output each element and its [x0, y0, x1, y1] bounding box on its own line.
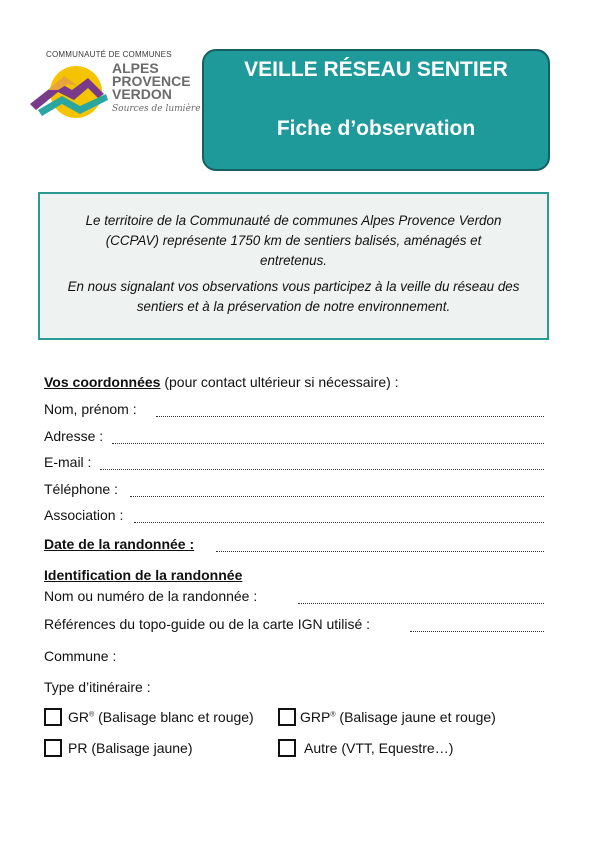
intro-box [38, 192, 549, 340]
other-checkbox[interactable] [278, 739, 296, 757]
title-box [202, 49, 550, 171]
logo-top-text: COMMUNAUTÉ DE COMMUNES [46, 50, 172, 59]
logo-mountain-icon [28, 60, 112, 122]
association-field[interactable] [134, 522, 544, 523]
gr-option-label: GR® (Balisage blanc et rouge) [68, 709, 254, 725]
logo [28, 50, 203, 120]
name-field[interactable] [156, 416, 544, 417]
association-label: Association : [44, 507, 124, 523]
logo-name: ALPES PROVENCE VERDON [112, 60, 191, 102]
pr-checkbox[interactable] [44, 739, 62, 757]
route-type-label: Type d’itinéraire : [44, 679, 151, 695]
intro-paragraph-2: En nous signalant vos observations vous participez à la veille du réseau des sentiers et à la préservation de notre environnement. [67, 279, 520, 314]
email-label: E-mail : [44, 454, 92, 470]
grp-checkbox[interactable] [278, 708, 296, 726]
date-field[interactable] [216, 551, 544, 552]
name-label: Nom, prénom : [44, 401, 137, 417]
identification-heading: Identification de la randonnée [44, 567, 243, 583]
page-title: VEILLE RÉSEAU SENTIER [244, 58, 508, 81]
contact-heading-note: (pour contact ultérieur si nécessaire) : [164, 374, 399, 390]
hike-name-field[interactable] [298, 603, 544, 604]
intro-paragraph-1: Le territoire de la Communauté de communes Alpes Provence Verdon (CCPAV) représente 1750 km de sentiers balisés, aménagés et entretenus. [85, 213, 502, 268]
email-field[interactable] [100, 469, 544, 470]
pr-option-label: PR (Balisage jaune) [68, 740, 193, 756]
address-field[interactable] [112, 443, 544, 444]
contact-heading: Vos coordonnées [44, 374, 161, 390]
references-label: Références du topo-guide ou de la carte IGN utilisé : [44, 616, 371, 632]
other-option-label: Autre (VTT, Equestre…) [304, 740, 454, 756]
contact-heading-row [44, 374, 399, 390]
logo-tagline: Sources de lumière [112, 104, 201, 114]
grp-option-label: GRP® (Balisage jaune et rouge) [300, 709, 496, 725]
commune-label: Commune : [44, 648, 117, 664]
phone-field[interactable] [130, 496, 544, 497]
hike-name-label: Nom ou numéro de la randonnée : [44, 588, 258, 604]
address-label: Adresse : [44, 428, 104, 444]
references-field[interactable] [410, 631, 544, 632]
page-subtitle: Fiche d’observation [276, 117, 476, 140]
gr-checkbox[interactable] [44, 708, 62, 726]
date-label: Date de la randonnée : [44, 536, 195, 552]
phone-label: Téléphone : [44, 481, 118, 497]
